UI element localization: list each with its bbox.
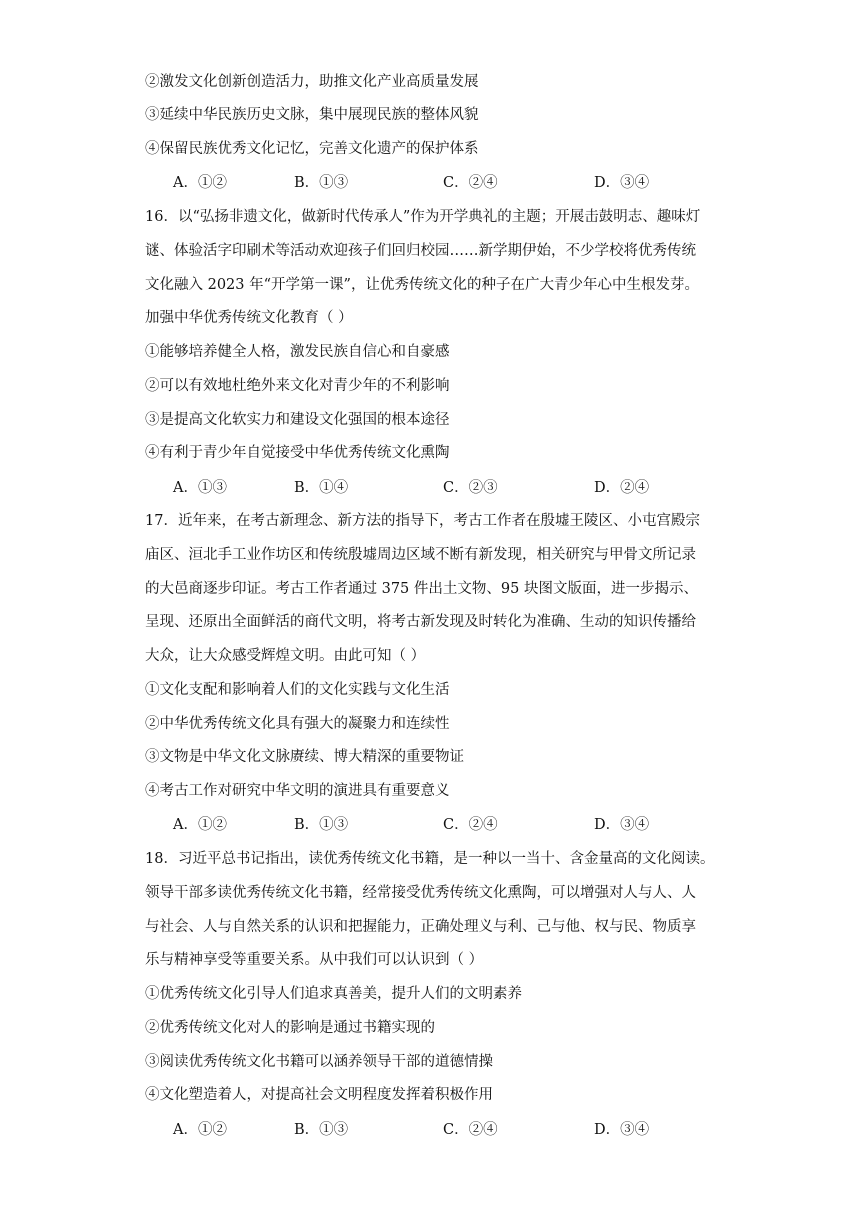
q16-statement-3: ③是提高文化软实力和建设文化强国的根本途径 [145, 412, 450, 428]
q17-stem-line-4: 呈现、还原出全面鲜活的商代文明，将考古新发现及时转化为准确、生动的知识传播给 [145, 614, 696, 630]
q15-option-c[interactable]: C．②④ [443, 175, 498, 191]
q16-stem-line-1: 16．以“弘扬非遗文化，做新时代传承人”作为开学典礼的主题；开展击鼓明志、趣味灯 [145, 209, 701, 225]
q17-statement-1: ①文化支配和影响着人们的文化实践与文化生活 [145, 682, 450, 698]
q15-statement-3: ③延续中华民族历史文脉，集中展现民族的整体风貌 [145, 107, 479, 123]
q18-stem-line-3: 与社会、人与自然关系的认识和把握能力，正确处理义与利、己与他、权与民、物质享 [145, 919, 696, 935]
q16-option-c[interactable]: C．②③ [443, 480, 498, 496]
q15-statement-4: ④保留民族优秀文化记忆，完善文化遗产的保护体系 [145, 141, 479, 157]
q15-statement-2: ②激发文化创新创造活力，助推文化产业高质量发展 [145, 74, 479, 90]
q18-option-c[interactable]: C．②④ [443, 1122, 498, 1138]
q15-option-d[interactable]: D．③④ [594, 175, 650, 191]
q16-option-b[interactable]: B．①④ [294, 480, 349, 496]
q18-statement-2: ②优秀传统文化对人的影响是通过书籍实现的 [145, 1020, 435, 1036]
q16-option-a[interactable]: A．①③ [173, 480, 227, 496]
q16-stem-line-4: 加强中华优秀传统文化教育（ ） [145, 310, 353, 326]
q18-stem-line-2: 领导干部多读优秀传统文化书籍，经常接受优秀传统文化熏陶，可以增强对人与人、人 [145, 885, 696, 901]
q17-option-d[interactable]: D．③④ [594, 817, 650, 833]
q18-statement-4: ④文化塑造着人，对提高社会文明程度发挥着积极作用 [145, 1087, 493, 1103]
q17-stem-line-1: 17．近年来，在考古新理念、新方法的指导下，考古工作者在殷墟王陵区、小屯宫殿宗 [145, 513, 700, 529]
q15-option-b[interactable]: B．①③ [294, 175, 349, 191]
q17-statement-3: ③文物是中华文化文脉赓续、博大精深的重要物证 [145, 749, 464, 765]
q16-statement-1: ①能够培养健全人格，激发民族自信心和自豪感 [145, 344, 450, 360]
q15-option-a[interactable]: A．①② [173, 175, 227, 191]
q17-statement-4: ④考古工作对研究中华文明的演进具有重要意义 [145, 783, 450, 799]
q16-stem-line-2: 谜、体验活字印刷术等活动欢迎孩子们回归校园……新学期伊始，不少学校将优秀传统 [145, 243, 696, 259]
q17-option-c[interactable]: C．②④ [443, 817, 498, 833]
q18-option-d[interactable]: D．③④ [594, 1122, 650, 1138]
q17-option-a[interactable]: A．①② [173, 817, 227, 833]
q18-options [173, 1120, 693, 1140]
q17-options [173, 815, 693, 835]
q17-statement-2: ②中华优秀传统文化具有强大的凝聚力和连续性 [145, 716, 450, 732]
q15-options [173, 173, 693, 193]
q17-stem-line-3: 的大邑商逐步印证。考古工作者通过 375 件出土文物、95 块图文版面，进一步揭示、 [145, 581, 698, 597]
q16-statement-4: ④有利于青少年自觉接受中华优秀传统文化熏陶 [145, 445, 450, 461]
q18-statement-1: ①优秀传统文化引导人们追求真善美，提升人们的文明素养 [145, 986, 522, 1002]
q18-stem-line-1: 18．习近平总书记指出，读优秀传统文化书籍，是一种以一当十、含金量高的文化阅读。 [145, 851, 715, 867]
q18-option-a[interactable]: A．①② [173, 1122, 227, 1138]
q16-options [173, 478, 693, 498]
q16-stem-line-3: 文化融入 2023 年“开学第一课”，让优秀传统文化的种子在广大青少年心中生根发芽。 [145, 277, 699, 293]
q16-statement-2: ②可以有效地杜绝外来文化对青少年的不利影响 [145, 378, 450, 394]
q18-statement-3: ③阅读优秀传统文化书籍可以涵养领导干部的道德情操 [145, 1054, 493, 1070]
q18-option-b[interactable]: B．①③ [294, 1122, 349, 1138]
q17-option-b[interactable]: B．①③ [294, 817, 349, 833]
q17-stem-line-2: 庙区、洹北手工业作坊区和传统殷墟周边区域不断有新发现，相关研究与甲骨文所记录 [145, 547, 696, 563]
q18-stem-line-4: 乐与精神享受等重要关系。从中我们可以认识到（ ） [145, 952, 484, 968]
q17-stem-line-5: 大众，让大众感受辉煌文明。由此可知（ ） [145, 648, 426, 664]
q16-option-d[interactable]: D．②④ [594, 480, 650, 496]
